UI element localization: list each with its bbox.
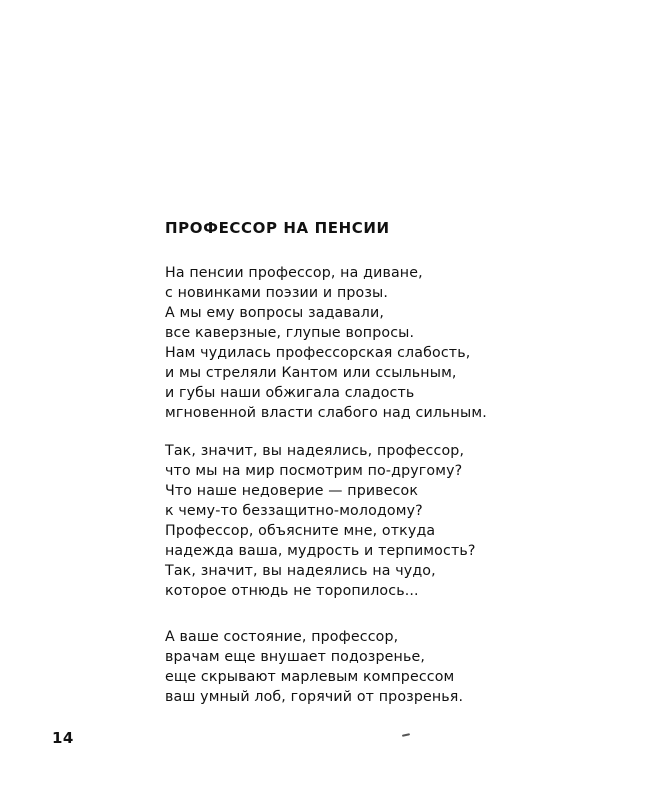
stanza-2 <box>165 441 525 601</box>
poem-title: ПРОФЕССОР НА ПЕНСИИ <box>165 219 390 237</box>
poem-line: которое отнюдь не торопилось... <box>165 583 419 599</box>
poem-line: Профессор, объясните мне, откуда <box>165 523 436 539</box>
poem-line: к чему-то беззащитно-молодому? <box>165 503 423 519</box>
poem-line: На пенсии профессор, на диване, <box>165 265 423 281</box>
poem-line: Так, значит, вы надеялись на чудо, <box>165 563 436 579</box>
stanza-3 <box>165 627 525 707</box>
poem-line: и губы наши обжигала сладость <box>165 385 415 401</box>
poem-line: ваш умный лоб, горячий от прозренья. <box>165 689 464 705</box>
stanza-1 <box>165 263 525 423</box>
poem-line: с новинками поэзии и прозы. <box>165 285 389 301</box>
poem-line: врачам еще внушает подозренье, <box>165 649 425 665</box>
poem-line: что мы на мир посмотрим по-другому? <box>165 463 463 479</box>
poem-line: Что наше недоверие — привесок <box>165 483 419 499</box>
poem-line: и мы стреляли Кантом или ссыльным, <box>165 365 457 381</box>
page-number: 14 <box>52 729 74 747</box>
poem-line: Нам чудилась профессорская слабость, <box>165 345 471 361</box>
poem-line: А мы ему вопросы задавали, <box>165 305 384 321</box>
poem-line: Так, значит, вы надеялись, профессор, <box>165 443 465 459</box>
print-speck <box>402 733 410 737</box>
poem-line: еще скрывают марлевым компрессом <box>165 669 455 685</box>
poem-line: надежда ваша, мудрость и терпимость? <box>165 543 476 559</box>
poem-line: А ваше состояние, профессор, <box>165 629 399 645</box>
poem-line: все каверзные, глупые вопросы. <box>165 325 415 341</box>
poem-line: мгновенной власти слабого над сильным. <box>165 405 487 421</box>
